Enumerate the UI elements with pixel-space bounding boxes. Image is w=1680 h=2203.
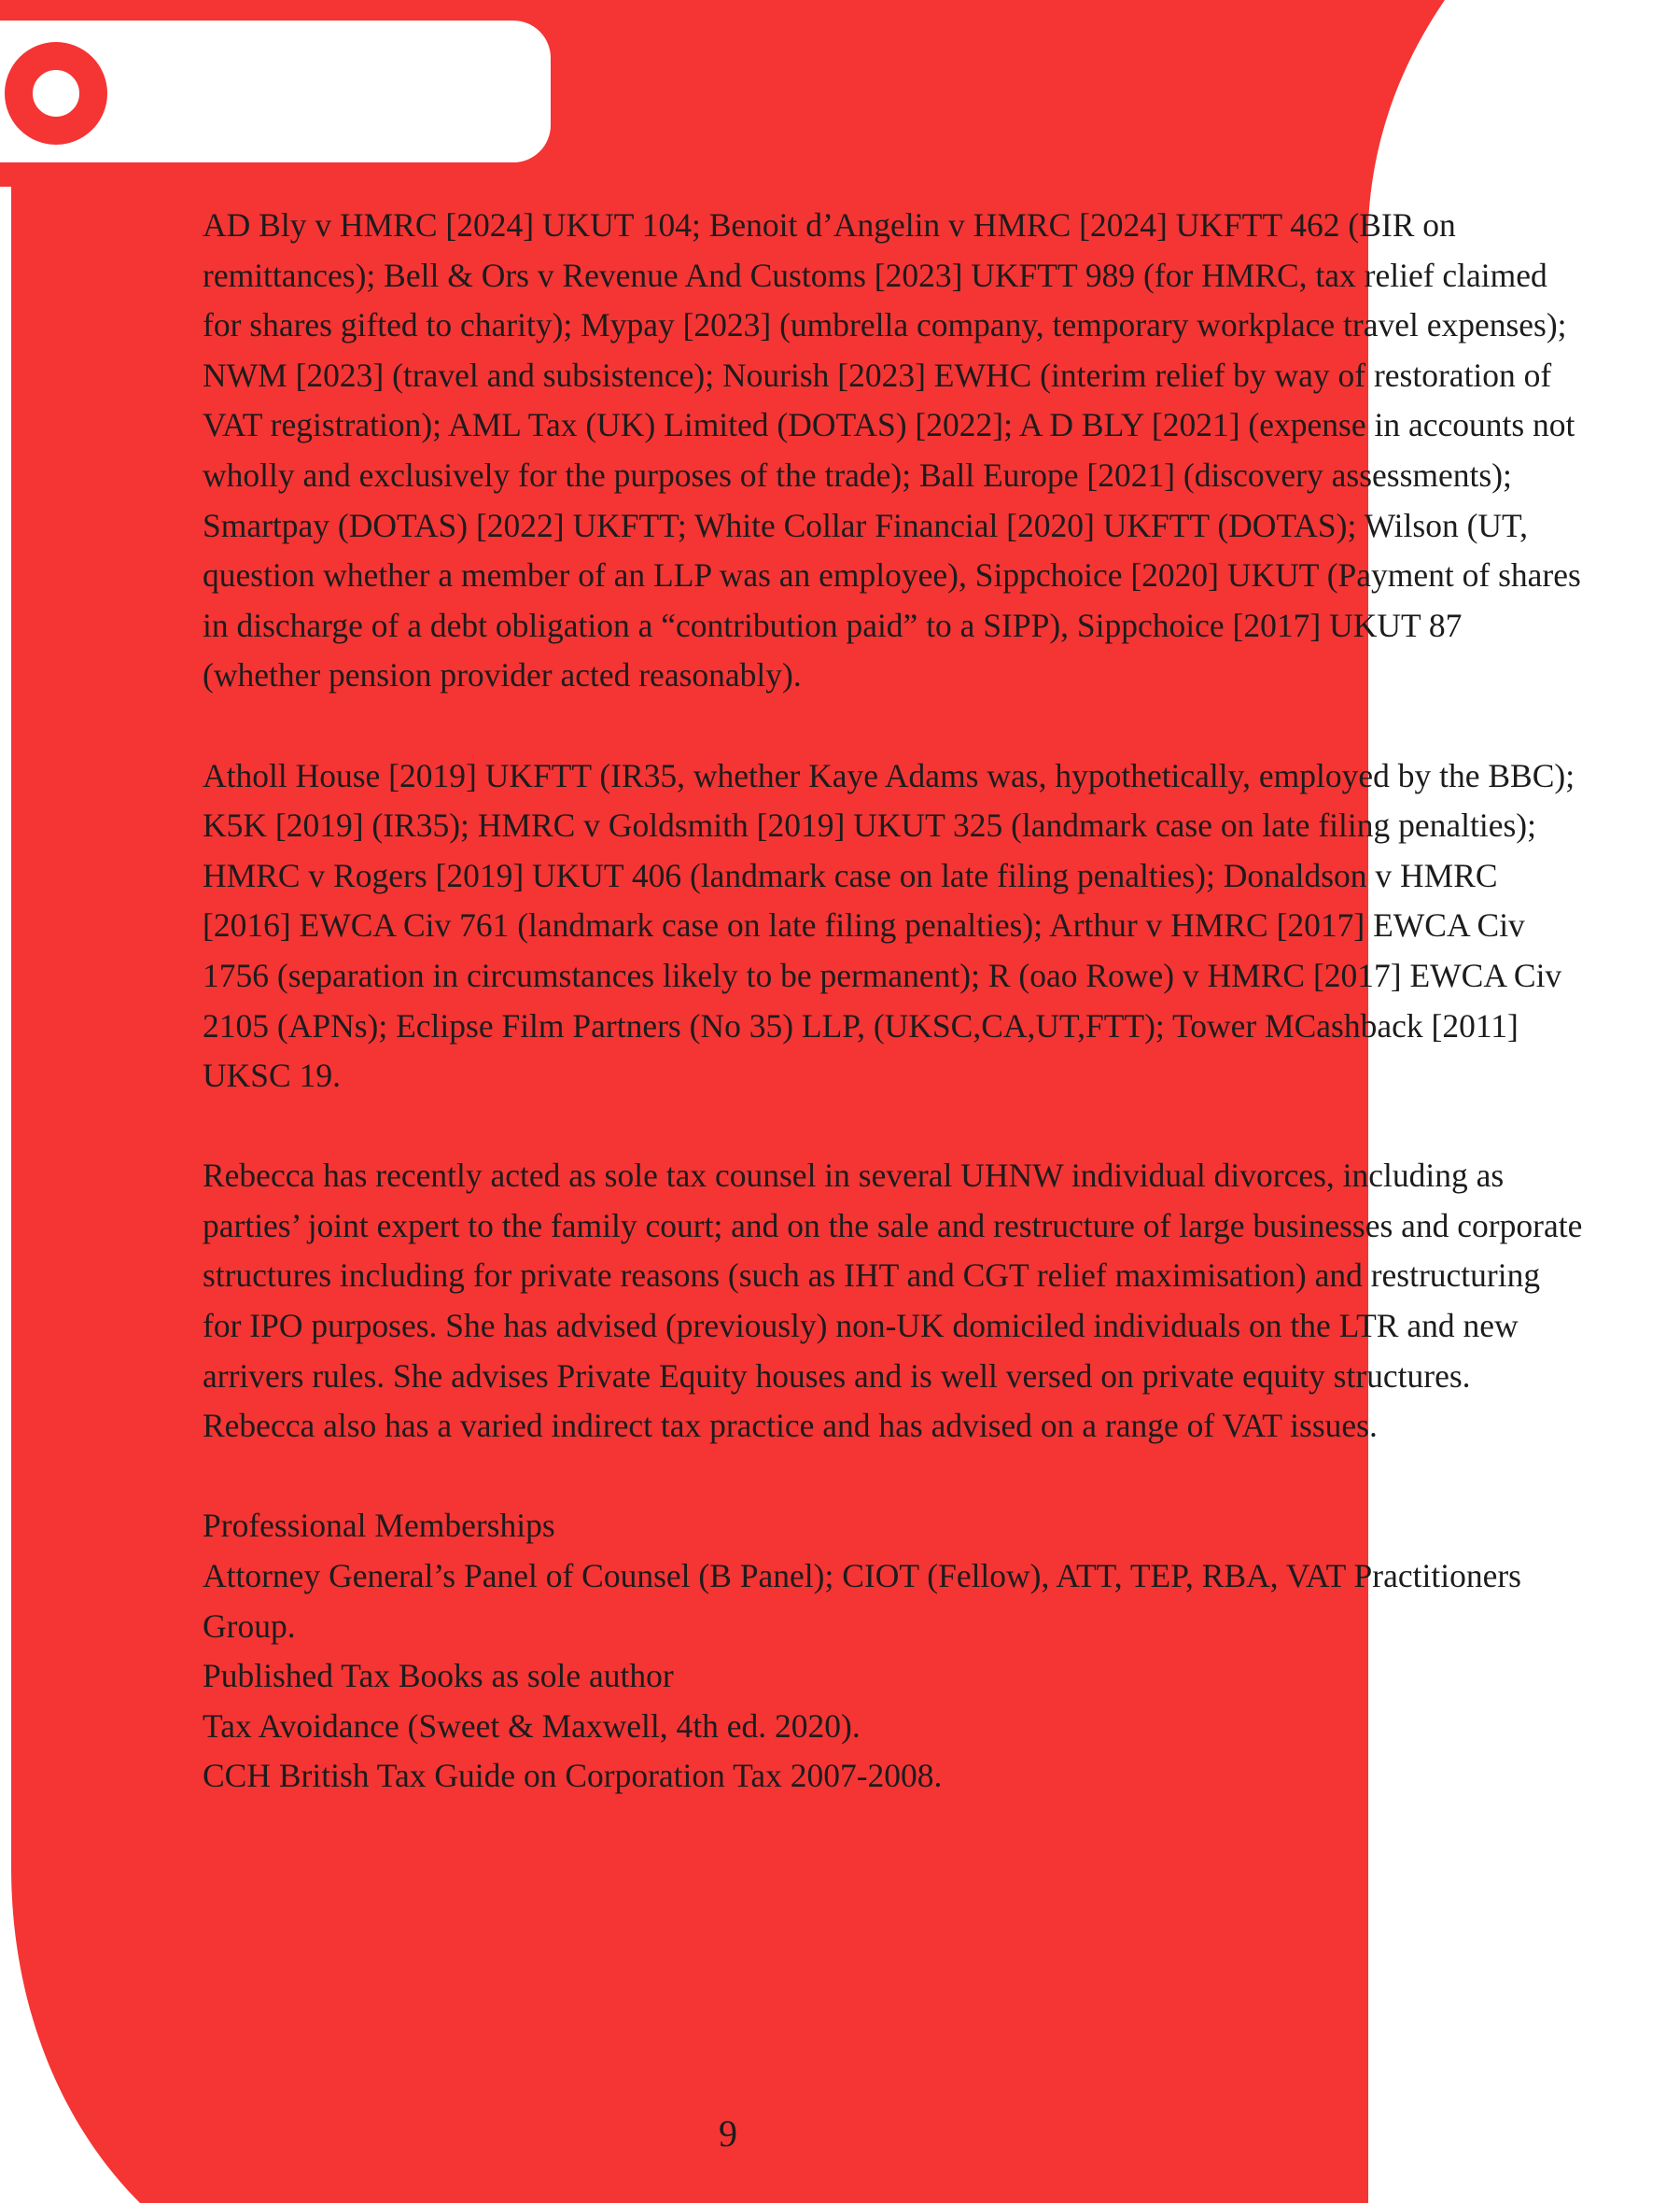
- book-item-1: Tax Avoidance (Sweet & Maxwell, 4th ed. 2020).: [203, 1706, 861, 1745]
- paragraph-spacer: [203, 1452, 1584, 1502]
- book-item-2: CCH British Tax Guide on Corporation Tax 2007-2008.: [203, 1757, 943, 1795]
- page-number: 9: [719, 2112, 737, 2154]
- books-heading: Published Tax Books as sole author: [203, 1657, 674, 1695]
- brand-logo-icon: [0, 35, 112, 151]
- case-list-paragraph-2: Atholl House [2019] UKFTT (IR35, whether Kaye Adams was, hypothetically, employed by the BBC); K5K [2019] (IR35); HMRC v Goldsmith [2019] UKUT 325 (landmark case on late filing penalties); HMRC v Rogers [2019] UKUT 406 (landmark case on late filing penalties); Donaldson v HMRC [2016] EWCA Civ 761 (landmark case on late filing penalties); Arthur v HMRC [2017] EWCA Civ 1756 (separation in circumstances likely to be permanent); R (oao Rowe) v HMRC [2017] EWCA Civ 2105 (APNs); Eclipse Film Partners (No 35) LLP, (UKSC,CA,UT,FTT); Tower MCashback [2011] UKSC 19.: [203, 756, 1575, 1095]
- case-list-paragraph-1: AD Bly v HMRC [2024] UKUT 104; Benoit d’Angelin v HMRC [2024] UKFTT 462 (BIR on remittances); Bell & Ors v Revenue And Customs [2023] UKFTT 989 (for HMRC, tax relief claimed for shares gifted to charity); Mypay [2023] (umbrella company, temporary workplace travel expenses); NWM [2023] (travel and subsistence); Nourish [2023] EWHC (interim relief by way of restoration of VAT registration); AML Tax (UK) Limited (DOTAS) [2022]; A D BLY [2021] (expense in accounts not wholly and exclusively for the purposes of the trade); Ball Europe [2021] (discovery assessments); Smartpay (DOTAS) [2022] UKFTT; White Collar Financial [2020] UKFTT (DOTAS); Wilson (UT, question whether a member of an LLP was an employee), Sippchoice [2020] UKUT (Payment of shares in discharge of a debt obligation a “contribution paid” to a SIPP), Sippchoice [2017] UKUT 87 (whether pension provider acted reasonably).: [203, 206, 1581, 695]
- main-text-column: [203, 201, 1584, 1802]
- memberships-text: Attorney General’s Panel of Counsel (B Panel); CIOT (Fellow), ATT, TEP, RBA, VAT Practitioners Group.: [203, 1557, 1521, 1645]
- memberships-heading: Professional Memberships: [203, 1507, 555, 1545]
- paragraph-spacer: [203, 701, 1584, 751]
- paragraph-spacer: [203, 1102, 1584, 1152]
- experience-paragraph: Rebecca has recently acted as sole tax counsel in several UHNW individual divorces, including as parties’ joint expert to the family court; and on the sale and restructure of large businesses and corporate structures including for private reasons (such as IHT and CGT relief maximisation) and restructuring for IPO purposes. She has advised (previously) non-UK domiciled individuals on the LTR and new arrivers rules. She advises Private Equity houses and is well versed on private equity structures. Rebecca also has a varied indirect tax practice and has advised on a range of VAT issues.: [203, 1157, 1583, 1445]
